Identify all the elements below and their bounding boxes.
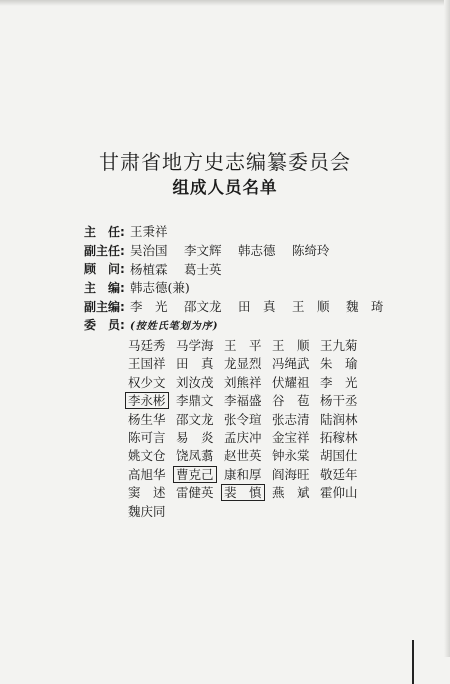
member-name-text: 李鼎文 <box>176 393 214 409</box>
member-row <box>128 428 368 446</box>
member-name-text: 燕 斌 <box>272 485 310 501</box>
member-name-text: 陈可言 <box>128 429 166 445</box>
boxed-member-name <box>224 483 272 501</box>
member-name-text: 张令瑄 <box>224 411 262 427</box>
member-row <box>128 354 368 372</box>
leadership-roster <box>84 222 424 334</box>
member-name-text: 敬廷年 <box>320 466 358 482</box>
person-name: 韩志德 <box>238 243 276 259</box>
member-name-text: 王国祥 <box>128 356 166 372</box>
member-name-text: 阎海旺 <box>272 466 310 482</box>
member-name-text: 李 光 <box>320 374 358 390</box>
member-name-text: 孟庆冲 <box>224 429 262 445</box>
member-name-text: 魏庆同 <box>128 503 166 519</box>
member-name <box>320 336 368 354</box>
member-name <box>272 446 320 464</box>
person-name: 王秉祥 <box>130 224 168 240</box>
member-name <box>176 428 224 446</box>
member-name <box>320 354 368 372</box>
page-margin-mark <box>412 640 414 684</box>
person-name: 葛士英 <box>184 261 222 277</box>
member-name-text: 钟永棠 <box>272 448 310 464</box>
member-name-text: 曹克己 <box>173 466 217 483</box>
person-name: 王 顺 <box>292 299 330 315</box>
person-name: 田 真 <box>238 299 276 315</box>
member-name-text: 马廷秀 <box>128 337 166 353</box>
roster-row-deputy-directors <box>84 241 424 260</box>
member-name <box>272 373 320 391</box>
member-row <box>128 336 368 354</box>
member-name-text: 王九菊 <box>320 337 358 353</box>
member-name-text: 田 真 <box>176 356 214 372</box>
member-name <box>224 465 272 483</box>
member-name <box>224 336 272 354</box>
member-name <box>272 336 320 354</box>
member-name-text: 杨生华 <box>128 411 166 427</box>
roster-label: 顾 问: <box>84 262 125 277</box>
person-name: 魏 琦 <box>346 299 384 315</box>
member-name-text: 胡国仕 <box>320 448 358 464</box>
member-name <box>320 391 368 409</box>
member-name <box>272 391 320 409</box>
member-name-text: 杨干丞 <box>320 393 358 409</box>
member-name-text: 邵文龙 <box>176 411 214 427</box>
member-row <box>128 373 368 391</box>
person-name: 李 光 <box>130 299 168 315</box>
member-name-text: 龙显烈 <box>224 356 262 372</box>
member-name <box>128 428 176 446</box>
roster-label: 主 任: <box>84 224 125 239</box>
page-side-shadow <box>444 0 450 657</box>
member-name-text: 冯绳武 <box>272 356 310 372</box>
member-name <box>176 336 224 354</box>
person-name: 邵文龙 <box>184 299 222 315</box>
member-name <box>320 446 368 464</box>
member-name-text: 窦 述 <box>128 485 166 501</box>
member-name <box>320 465 368 483</box>
member-name <box>272 428 320 446</box>
member-name <box>272 465 320 483</box>
member-name <box>320 410 368 428</box>
member-name <box>176 354 224 372</box>
member-name <box>176 483 224 501</box>
member-row <box>128 483 368 501</box>
ordering-note: (按姓氏笔划为序) <box>130 321 219 333</box>
member-name <box>224 428 272 446</box>
boxed-member-name <box>128 391 176 409</box>
roster-row-chief-editor <box>84 278 424 297</box>
member-name-text: 易 炎 <box>176 429 214 445</box>
roster-row-director <box>84 222 424 241</box>
person-name: 吴治国 <box>130 243 168 259</box>
person-name: 韩志德(兼) <box>130 280 190 296</box>
member-name-text: 刘汝茂 <box>176 374 214 390</box>
member-name <box>128 410 176 428</box>
boxed-member-name <box>176 465 224 483</box>
member-name-text: 张志清 <box>272 411 310 427</box>
member-name-text: 谷 苞 <box>272 393 310 409</box>
document-subtitle: 组成人员名单 <box>172 178 278 197</box>
roster-row-advisors <box>84 259 424 278</box>
member-name <box>224 373 272 391</box>
member-name <box>128 336 176 354</box>
member-name <box>224 354 272 372</box>
member-name-text: 康和厚 <box>224 466 262 482</box>
member-row <box>128 391 368 409</box>
member-name <box>272 354 320 372</box>
member-row <box>128 409 368 427</box>
roster-label: 副主编: <box>84 299 125 314</box>
member-name-text: 伏耀祖 <box>272 374 310 390</box>
member-name <box>320 483 368 501</box>
member-name-text: 雷健英 <box>176 485 214 501</box>
member-name <box>176 373 224 391</box>
member-name-text: 李永彬 <box>125 392 169 409</box>
member-grid <box>128 336 368 520</box>
member-name-text: 拓稼林 <box>320 429 358 445</box>
member-name-text: 马学海 <box>176 337 214 353</box>
member-name <box>176 391 224 409</box>
member-name <box>320 373 368 391</box>
member-name <box>128 502 176 520</box>
person-name: 李文辉 <box>184 243 222 259</box>
member-name-text: 刘熊祥 <box>224 374 262 390</box>
member-name-text: 王 顺 <box>272 337 310 353</box>
roster-row-members <box>84 315 424 334</box>
member-name <box>128 465 176 483</box>
member-name-text: 朱 瑜 <box>320 356 358 372</box>
member-name <box>224 410 272 428</box>
member-name <box>272 483 320 501</box>
member-name <box>272 410 320 428</box>
document-title: 甘肃省地方史志编纂委员会 <box>99 150 351 174</box>
member-name <box>128 446 176 464</box>
member-name <box>176 446 224 464</box>
member-name-text: 饶凤翥 <box>176 448 214 464</box>
member-row <box>128 446 368 464</box>
member-name-text: 王 平 <box>224 337 262 353</box>
member-name-text: 裴 慎 <box>221 484 265 501</box>
member-name-text: 赵世英 <box>224 448 262 464</box>
member-name <box>128 354 176 372</box>
roster-label: 主 编: <box>84 280 125 295</box>
member-name <box>128 373 176 391</box>
member-name <box>224 446 272 464</box>
member-name-text: 高旭华 <box>128 466 166 482</box>
member-name-text: 姚文仓 <box>128 448 166 464</box>
member-row <box>128 501 368 519</box>
member-name-text: 权少文 <box>128 374 166 390</box>
roster-row-deputy-editors <box>84 297 424 316</box>
member-name-text: 陆润林 <box>320 411 358 427</box>
member-name <box>224 391 272 409</box>
member-name <box>176 410 224 428</box>
roster-label: 委 员: <box>84 318 125 333</box>
person-name: 杨植霖 <box>130 261 168 277</box>
member-name-text: 金宝祥 <box>272 429 310 445</box>
member-name <box>320 428 368 446</box>
roster-label: 副主任: <box>84 243 125 258</box>
member-name-text: 李福盛 <box>224 393 262 409</box>
member-name-text: 霍仰山 <box>320 485 358 501</box>
page-edge-shadow <box>0 0 450 6</box>
person-name: 陈绮玲 <box>292 243 330 259</box>
member-name <box>128 483 176 501</box>
member-row <box>128 465 368 483</box>
